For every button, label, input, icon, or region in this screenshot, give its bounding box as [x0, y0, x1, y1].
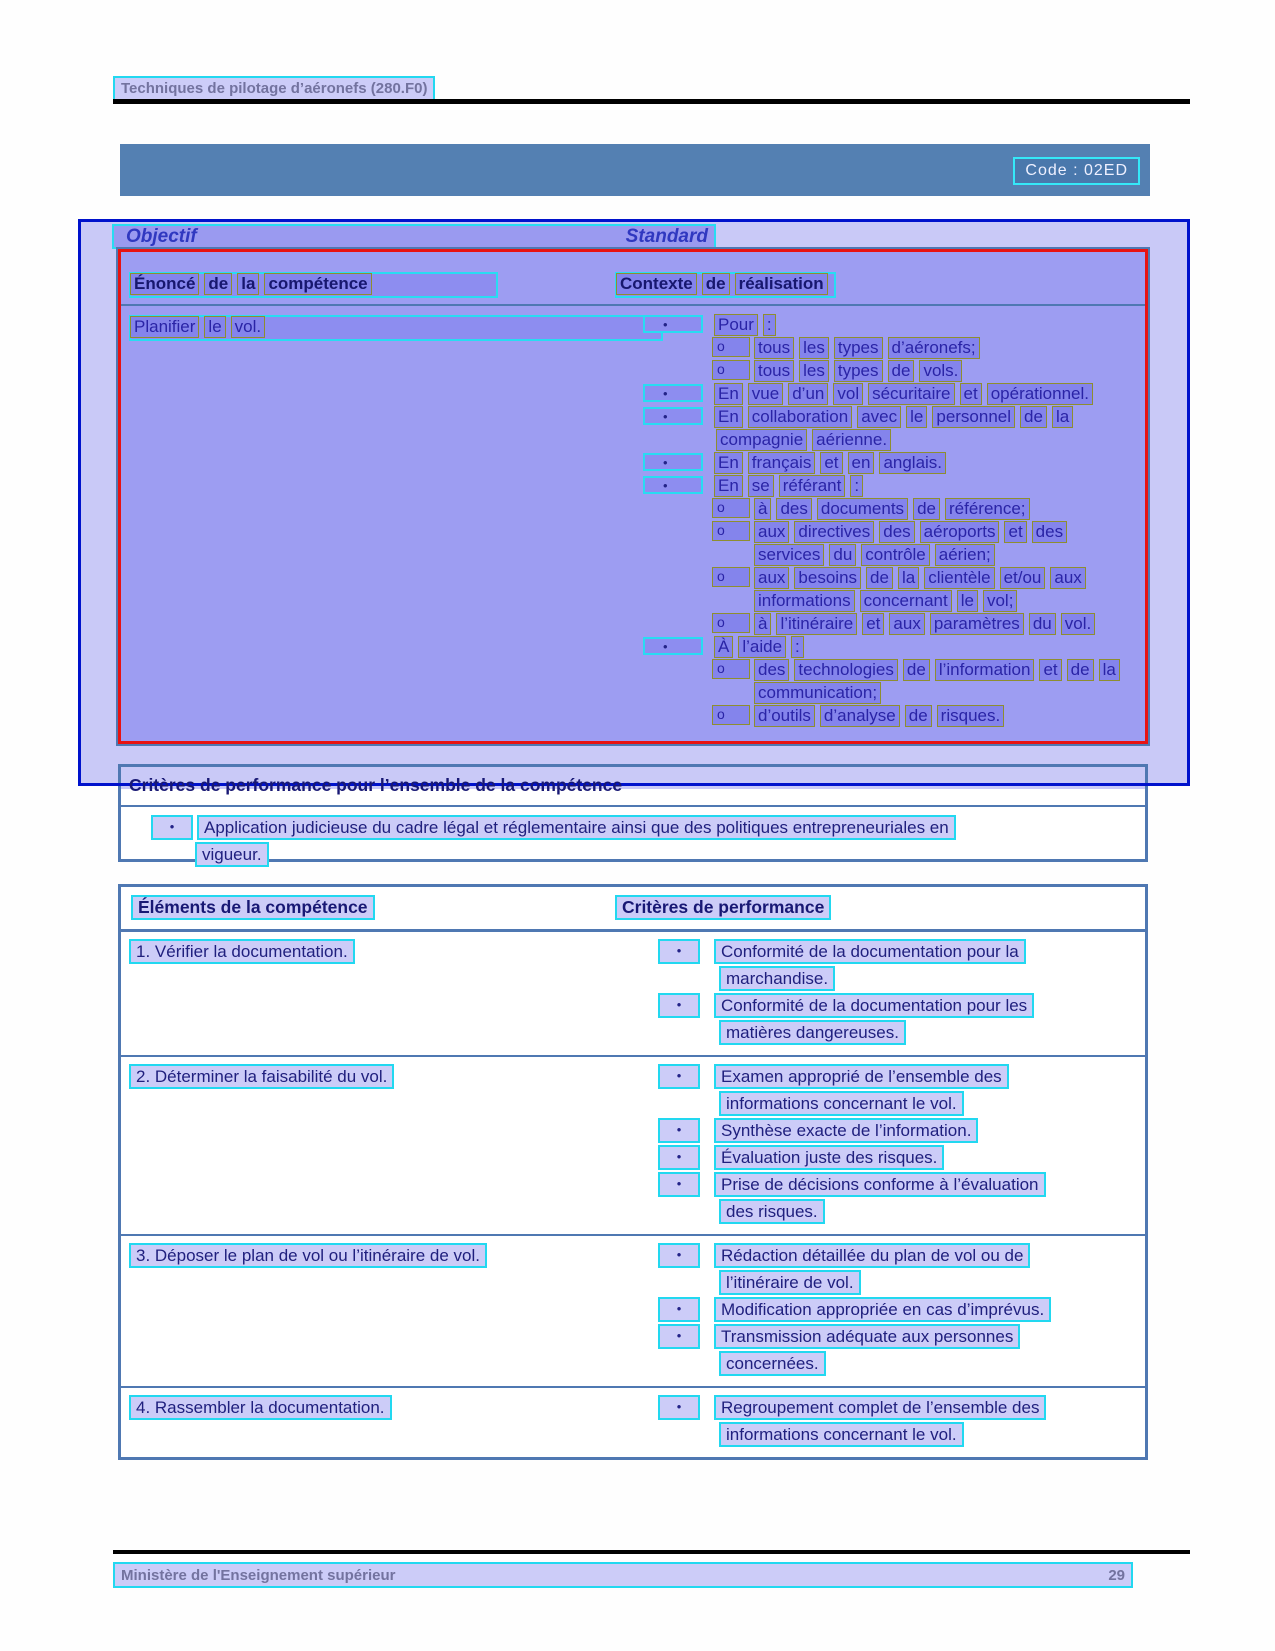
- word-box: Contexte: [617, 274, 696, 294]
- word-box: des: [880, 522, 913, 542]
- context-line: [643, 430, 1143, 450]
- context-line: [643, 315, 1143, 335]
- page-header-title: Techniques de pilotage d’aéronefs (280.F0): [113, 76, 435, 101]
- criteria-text: Transmission adéquate aux personnes: [714, 1324, 1020, 1349]
- criteria-text: informations concernant le vol.: [719, 1091, 964, 1116]
- element-text: 2. Déterminer la faisabilité du vol.: [129, 1064, 394, 1089]
- criteria-line: [615, 1351, 1145, 1376]
- criteria-line: [615, 1145, 1145, 1170]
- sub-bullet-icon: o: [713, 706, 749, 724]
- context-line-text: [755, 706, 1010, 726]
- word-box: besoins: [795, 568, 860, 588]
- bullet-icon: •: [658, 1172, 700, 1197]
- word-box: documents: [818, 499, 907, 519]
- table-row: [121, 932, 1145, 1057]
- elements-header: Éléments de la compétence: [131, 895, 375, 920]
- word-box: En: [715, 407, 742, 427]
- word-box: d’analyse: [821, 706, 899, 726]
- criteria-line: [615, 1020, 1145, 1045]
- criteria-line: [615, 1243, 1145, 1268]
- word-box: la: [1053, 407, 1072, 427]
- context-line: [643, 660, 1143, 680]
- elements-table-header: [121, 887, 1145, 932]
- context-line: [643, 384, 1143, 404]
- criteria-text: vigueur.: [195, 842, 269, 867]
- word-box: aux: [755, 522, 788, 542]
- word-box: et: [821, 453, 841, 473]
- word-box: du: [830, 545, 855, 565]
- word-box: le: [907, 407, 926, 427]
- sub-bullet-icon: o: [713, 660, 749, 678]
- header-rule: [113, 99, 1190, 104]
- criteria-line: [121, 842, 1145, 867]
- word-box: de: [205, 274, 231, 294]
- context-line-text: [715, 476, 869, 496]
- criteria-cell: [615, 1243, 1145, 1378]
- word-box: de: [914, 499, 939, 519]
- word-box: :: [851, 476, 862, 496]
- element-cell: [121, 939, 615, 1047]
- word-box: vol.: [1062, 614, 1094, 634]
- context-line-text: [715, 315, 782, 335]
- context-line-text: [715, 407, 1079, 427]
- word-box: aérien;: [936, 545, 994, 565]
- word-box: compétence: [265, 274, 370, 294]
- word-box: technologies: [795, 660, 896, 680]
- word-box: personnel: [933, 407, 1014, 427]
- criteria-cell: [615, 1064, 1145, 1226]
- word-box: la: [899, 568, 918, 588]
- word-box: de: [1021, 407, 1046, 427]
- context-line-text: [715, 637, 810, 657]
- word-box: aux: [890, 614, 923, 634]
- objectif-standard-row: [112, 224, 716, 249]
- word-box: de: [906, 706, 931, 726]
- context-line: [643, 568, 1143, 588]
- criteria-line: [615, 1118, 1145, 1143]
- word-box: de: [867, 568, 892, 588]
- word-box: À: [715, 637, 732, 657]
- word-box: vol: [834, 384, 862, 404]
- criteria-text: matières dangereuses.: [719, 1020, 906, 1045]
- sub-bullet-icon: o: [713, 568, 749, 586]
- criteria-line: [615, 1172, 1145, 1197]
- sub-bullet-icon: o: [713, 614, 749, 632]
- context-line: [643, 453, 1143, 473]
- criteria-cell: [615, 1395, 1145, 1449]
- word-box: :: [764, 315, 775, 335]
- enonce-table: [118, 249, 1148, 744]
- elements-table: [118, 884, 1148, 1460]
- context-line-text: [717, 430, 897, 450]
- footer-ministry: Ministère de l'Enseignement supérieur: [121, 1566, 396, 1584]
- criteres-header: Critères de performance: [615, 895, 831, 920]
- bullet-icon: •: [658, 939, 700, 964]
- word-box: aéroports: [921, 522, 999, 542]
- enonce-header: [129, 272, 498, 298]
- word-box: se: [749, 476, 773, 496]
- word-box: les: [800, 338, 828, 358]
- word-box: l’information: [936, 660, 1034, 680]
- word-box: types: [835, 338, 882, 358]
- context-line: [643, 338, 1143, 358]
- criteria-text: Rédaction détaillée du plan de vol ou de: [714, 1243, 1030, 1268]
- element-text: 3. Déposer le plan de vol ou l’itinéraire de vol.: [129, 1243, 487, 1268]
- word-box: compagnie: [717, 430, 806, 450]
- word-box: communication;: [755, 683, 880, 703]
- context-line: [643, 706, 1143, 726]
- word-box: du: [1030, 614, 1055, 634]
- contexte-list: [643, 315, 1143, 729]
- word-box: :: [792, 637, 803, 657]
- competence-cell: [129, 315, 663, 341]
- word-box: réalisation: [736, 274, 827, 294]
- word-box: d’un: [789, 384, 827, 404]
- element-cell: [121, 1395, 615, 1449]
- word-box: sécuritaire: [869, 384, 953, 404]
- context-line-text: [755, 591, 1023, 611]
- criteria-line: [615, 1297, 1145, 1322]
- criteria-text: concernées.: [719, 1351, 826, 1376]
- criteria-text: l’itinéraire de vol.: [719, 1270, 861, 1295]
- word-box: risques.: [938, 706, 1004, 726]
- criteria-text: Prise de décisions conforme à l’évaluation: [714, 1172, 1046, 1197]
- criteria-cell: [615, 939, 1145, 1047]
- word-box: directives: [795, 522, 873, 542]
- footer-page-number: 29: [1108, 1566, 1125, 1584]
- objectif-label: Objectif: [126, 225, 197, 247]
- criteres-ensemble-header: Critères de performance pour l’ensemble de la compétence: [129, 775, 623, 795]
- criteria-line: [615, 1395, 1145, 1420]
- word-box: de: [889, 361, 914, 381]
- context-line: [643, 591, 1143, 611]
- word-box: référence;: [946, 499, 1029, 519]
- word-box: opérationnel.: [988, 384, 1092, 404]
- word-box: à: [755, 499, 770, 519]
- word-box: d’aéronefs;: [889, 338, 979, 358]
- word-box: types: [835, 361, 882, 381]
- criteres-separator: [121, 805, 1145, 807]
- word-box: la: [1100, 660, 1119, 680]
- context-line-text: [755, 568, 1092, 588]
- word-box: En: [715, 476, 742, 496]
- context-line-text: [755, 499, 1036, 519]
- word-box: et: [1040, 660, 1060, 680]
- criteria-line: [615, 1199, 1145, 1224]
- element-cell: [121, 1243, 615, 1378]
- bullet-icon: •: [658, 1145, 700, 1170]
- title-banner: [120, 144, 1150, 196]
- bullet-icon: •: [643, 637, 703, 655]
- criteria-text: Modification appropriée en cas d’imprévus.: [714, 1297, 1051, 1322]
- table-row: [121, 1388, 1145, 1457]
- bullet-icon: •: [643, 384, 703, 402]
- word-box: de: [904, 660, 929, 680]
- bullet-icon: •: [643, 453, 703, 471]
- bullet-icon: •: [643, 476, 703, 494]
- table-row: [121, 1057, 1145, 1236]
- criteria-line: [615, 966, 1145, 991]
- criteria-line: [615, 1270, 1145, 1295]
- word-box: En: [715, 384, 742, 404]
- criteria-line: [615, 993, 1145, 1018]
- word-box: vols.: [920, 361, 961, 381]
- criteria-text: Regroupement complet de l’ensemble des: [714, 1395, 1046, 1420]
- word-box: et: [1005, 522, 1025, 542]
- word-box: tous: [755, 338, 793, 358]
- bullet-icon: •: [658, 1064, 700, 1089]
- word-box: des: [777, 499, 810, 519]
- word-box: à: [755, 614, 770, 634]
- word-box: aux: [1051, 568, 1084, 588]
- word-box: référant: [780, 476, 845, 496]
- bullet-icon: •: [658, 1395, 700, 1420]
- context-line: [643, 499, 1143, 519]
- context-line: [643, 637, 1143, 657]
- context-line-text: [755, 338, 986, 358]
- context-line: [643, 614, 1143, 634]
- criteria-text: Évaluation juste des risques.: [714, 1145, 944, 1170]
- standard-label: Standard: [625, 225, 708, 247]
- word-box: en: [849, 453, 874, 473]
- word-box: vue: [749, 384, 782, 404]
- word-box: vol;: [984, 591, 1016, 611]
- context-line: [643, 476, 1143, 496]
- sub-bullet-icon: o: [713, 499, 749, 517]
- contexte-header: [615, 272, 836, 298]
- criteria-text: marchandise.: [719, 966, 835, 991]
- context-line-text: [755, 683, 887, 703]
- word-box: des: [755, 660, 788, 680]
- word-box: Énoncé: [131, 274, 198, 294]
- word-box: clientèle: [925, 568, 993, 588]
- criteria-line: [615, 1064, 1145, 1089]
- footer-bar: [113, 1562, 1133, 1588]
- context-line: [643, 683, 1143, 703]
- word-box: aérienne.: [813, 430, 890, 450]
- footer-rule: [113, 1550, 1190, 1554]
- word-box: d’outils: [755, 706, 814, 726]
- code-badge: Code : 02ED: [1013, 157, 1140, 185]
- element-text: 1. Vérifier la documentation.: [129, 939, 355, 964]
- word-box: les: [800, 361, 828, 381]
- table-row: [121, 1236, 1145, 1388]
- context-line-text: [715, 453, 952, 473]
- criteria-text: Conformité de la documentation pour les: [714, 993, 1034, 1018]
- sub-bullet-icon: o: [713, 522, 749, 540]
- word-box: des: [1033, 522, 1066, 542]
- table-header-separator: [121, 304, 1145, 306]
- word-box: services: [755, 545, 823, 565]
- context-line: [643, 522, 1143, 542]
- criteria-text: Examen approprié de l’ensemble des: [714, 1064, 1009, 1089]
- criteres-ensemble-body: [121, 815, 1145, 869]
- context-line-text: [755, 660, 1126, 680]
- criteria-text: informations concernant le vol.: [719, 1422, 964, 1447]
- word-box: avec: [858, 407, 900, 427]
- word-box: le: [958, 591, 977, 611]
- criteria-text: des risques.: [719, 1199, 825, 1224]
- word-box: tous: [755, 361, 793, 381]
- context-line-text: [715, 384, 1099, 404]
- bullet-icon: •: [151, 815, 193, 840]
- word-box: contrôle: [862, 545, 928, 565]
- word-box: Pour: [715, 315, 757, 335]
- context-line-text: [755, 522, 1073, 542]
- context-line-text: [755, 361, 968, 381]
- bullet-icon: •: [658, 1324, 700, 1349]
- word-box: et: [961, 384, 981, 404]
- word-box: anglais.: [880, 453, 945, 473]
- context-line: [643, 361, 1143, 381]
- word-box: et/ou: [1001, 568, 1045, 588]
- element-cell: [121, 1064, 615, 1226]
- criteres-ensemble-table: [118, 764, 1148, 862]
- word-box: concernant: [861, 591, 951, 611]
- word-box: français: [749, 453, 815, 473]
- elements-rows: [121, 932, 1145, 1457]
- sub-bullet-icon: o: [713, 361, 749, 379]
- word-box: collaboration: [749, 407, 851, 427]
- context-line-text: [755, 614, 1101, 634]
- word-box: le: [205, 317, 224, 337]
- word-box: la: [238, 274, 258, 294]
- context-line: [643, 407, 1143, 427]
- criteria-text: Application judicieuse du cadre légal et réglementaire ainsi que des politiques entrepreneuriales en: [197, 815, 956, 840]
- element-text: 4. Rassembler la documentation.: [129, 1395, 392, 1420]
- word-box: informations: [755, 591, 854, 611]
- word-box: En: [715, 453, 742, 473]
- word-box: de: [703, 274, 729, 294]
- criteria-text: Conformité de la documentation pour la: [714, 939, 1026, 964]
- word-box: aux: [755, 568, 788, 588]
- criteria-line: [121, 815, 1145, 840]
- criteria-line: [615, 1422, 1145, 1447]
- bullet-icon: •: [643, 315, 703, 333]
- word-box: vol.: [232, 317, 264, 337]
- word-box: l’itinéraire: [777, 614, 856, 634]
- bullet-icon: •: [658, 1243, 700, 1268]
- bullet-icon: •: [658, 1118, 700, 1143]
- sub-bullet-icon: o: [713, 338, 749, 356]
- word-box: et: [863, 614, 883, 634]
- word-box: paramètres: [931, 614, 1023, 634]
- criteria-line: [615, 1324, 1145, 1349]
- bullet-icon: •: [658, 993, 700, 1018]
- context-line: [643, 545, 1143, 565]
- word-box: de: [1068, 660, 1093, 680]
- criteria-text: Synthèse exacte de l’information.: [714, 1118, 978, 1143]
- bullet-icon: •: [658, 1297, 700, 1322]
- context-line-text: [755, 545, 1001, 565]
- word-box: l’aide: [739, 637, 785, 657]
- word-box: Planifier: [131, 317, 198, 337]
- criteria-line: [615, 1091, 1145, 1116]
- criteria-line: [615, 939, 1145, 964]
- bullet-icon: •: [643, 407, 703, 425]
